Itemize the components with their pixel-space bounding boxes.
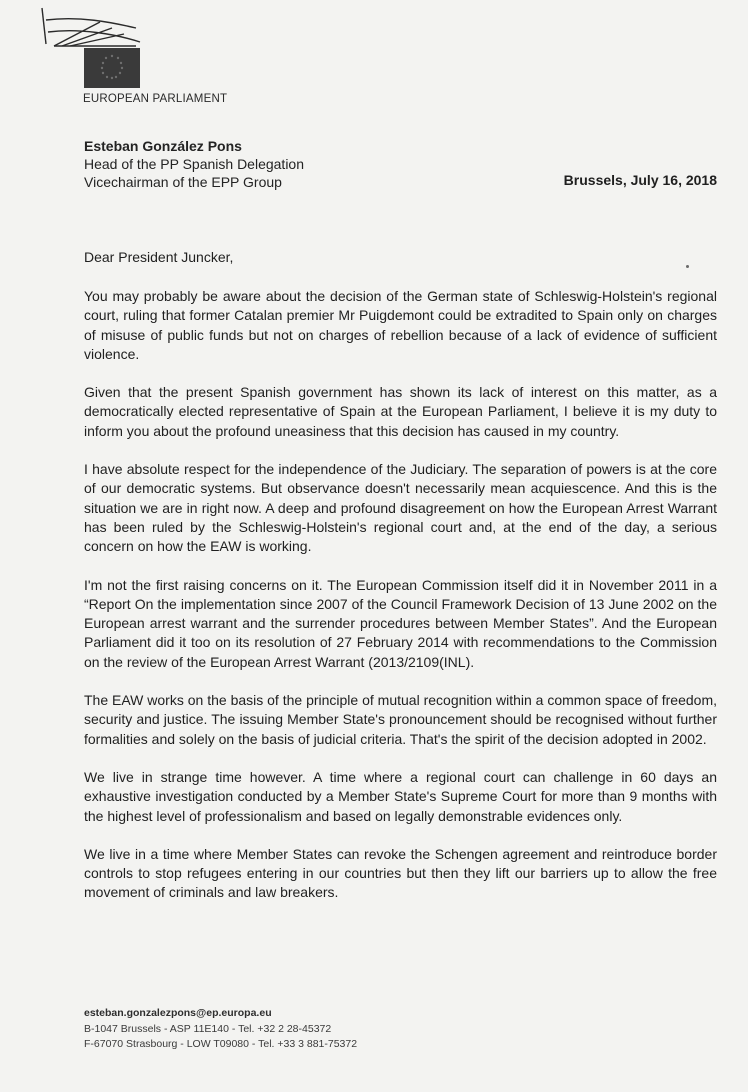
- sender-title-1: Head of the PP Spanish Delegation: [84, 156, 305, 172]
- sender-name: Esteban González Pons: [84, 138, 242, 154]
- european-parliament-logo: [40, 6, 180, 90]
- paragraph-5: The EAW works on the basis of the principle of mutual recognition within a common space of freedom, security and justice. The issuing Member State's pronouncement should be recognised without further formalities and solely on the basis of judicial criteria. That's the spirit of the decision adopted in 2002.: [84, 692, 717, 747]
- footer-contact: [84, 1006, 357, 1053]
- footer-address-strasbourg: F-67070 Strasbourg - LOW T09080 - Tel. +33 3 881-75372: [84, 1038, 358, 1050]
- institution-name: EUROPEAN PARLIAMENT: [83, 93, 228, 105]
- sender-block: [84, 137, 304, 191]
- paragraph-3: I have absolute respect for the independence of the Judiciary. The separation of powers is at the core of our democratic systems. But observance doesn't necessarily mean acquiescence. And this is the situation we are in right now. A deep and profound disagreement on how the European Arrest Warrant has been ruled by the Schleswig-Holstein's regional court and, at the end of the day, a serious concern on how the EAW is working.: [84, 461, 717, 555]
- paragraph-6: We live in strange time however. A time where a regional court can challenge in 60 days an exhaustive investigation conducted by a Member State's Supreme Court for more than 9 months with the highest level of professionalism and based on legally demonstrable evidences only.: [84, 768, 717, 824]
- letter-body: [84, 287, 717, 922]
- footer-email: esteban.gonzalezpons@ep.europa.eu: [84, 1007, 272, 1019]
- paper-speck: [686, 265, 689, 268]
- letter-date: Brussels, July 16, 2018: [563, 172, 717, 188]
- paragraph-7: We live in a time where Member States can revoke the Schengen agreement and reintroduce border controls to stop refugees entering in our countries but then they lift our barriers up to allow the free movement of criminals and law breakers.: [84, 845, 717, 901]
- footer-address-brussels: B-1047 Brussels - ASP 11E140 - Tel. +32 2 28-45372: [84, 1022, 332, 1035]
- paragraph-2: Given that the present Spanish government has shown its lack of interest on this matter, as a democratically elected representative of Spain at the European Parliament, I believe it is my duty to inform you about the profound uneasiness that this decision has caused in my country.: [84, 384, 717, 439]
- paragraph-4: I'm not the first raising concerns on it. The European Commission itself did it in November 2011 in a “Report On the implementation since 2007 of the Council Framework Decision of 13 June 2002 on the European arrest warrant and the surrender procedures between Member States”. And the European Parliament did it too on its resolution of 27 February 2014 with recommendations to the Commission on the review of the European Arrest Warrant (2013/2109(INL).: [84, 576, 717, 670]
- greeting: Dear President Juncker,: [84, 249, 234, 265]
- sender-title-2: Vicechairman of the EPP Group: [84, 174, 282, 190]
- paragraph-1: You may probably be aware about the decision of the German state of Schleswig-Holstein's regional court, ruling that former Catalan premier Mr Puigdemont could be extradited to Spain only on charges of misuse of public funds but not on charges of rebellion because of a lack of evidence of sufficient violence.: [84, 288, 717, 362]
